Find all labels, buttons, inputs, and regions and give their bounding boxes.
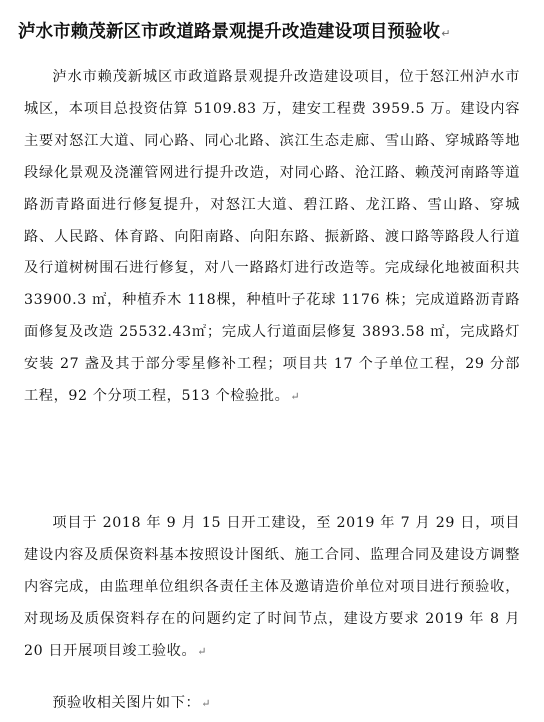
- paragraph-project-overview: [24, 62, 520, 413]
- paragraph-mark-icon: ↵: [441, 27, 451, 40]
- paragraph-mark-icon: ↵: [201, 697, 212, 710]
- paragraph-text: 泸水市赖茂新城区市政道路景观提升改造建设项目，位于怒江州泸水市城区，本项目总投资估算 5109.83 万，建安工程费 3959.5 万。建设内容主要对怒江大道、同心路、同心北路、滨江生态走廊、雪山路、穿城路等地段绿化景观及浇灌管网进行提升改造，对同心路、沧江路、赖茂河南路等道路沥青路面进行修复提升，对怒江大道、碧江路、龙江路、雪山路、穿城路、人民路、体育路、向阳南路、向阳东路、振新路、渡口路等路段人行道及行道树树围石进行修复，对八一路路灯进行改造等。完成绿化地被面积共 33900.3 ㎡，种植乔木 118棵，种植叶子花球 1176 株；完成道路沥青路面修复及改造 25532.43㎡；完成人行道面层修复 3893.58 ㎡，完成路灯安装 27 盏及其于部分零星修补工程；项目共 17 个子单位工程，29 分部工程，92 个分项工程，513 个检验批。: [24, 69, 520, 405]
- document-title: [18, 20, 538, 46]
- paragraph-photos-intro: [24, 688, 520, 720]
- title-text: 泸水市赖茂新区市政道路景观提升改造建设项目预验收: [18, 22, 441, 42]
- paragraph-text: 项目于 2018 年 9 月 15 日开工建设，至 2019 年 7 月 29 日，项目建设内容及质保资料基本按照设计图纸、施工合同、监理合同及建设方调整内容完成，由监理单位组织各责任主体及邀请造价单位对项目进行预验收，对现场及质保资料存在的问题约定了时间节点，建设方要求 2019 年 8 月 20 日开展项目竣工验收。: [24, 515, 520, 659]
- paragraph-mark-icon: ↵: [290, 390, 301, 404]
- paragraph-mark-icon: ↵: [197, 644, 208, 658]
- paragraph-text: 预验收相关图片如下：: [52, 695, 201, 711]
- paragraph-construction-timeline: [24, 508, 520, 668]
